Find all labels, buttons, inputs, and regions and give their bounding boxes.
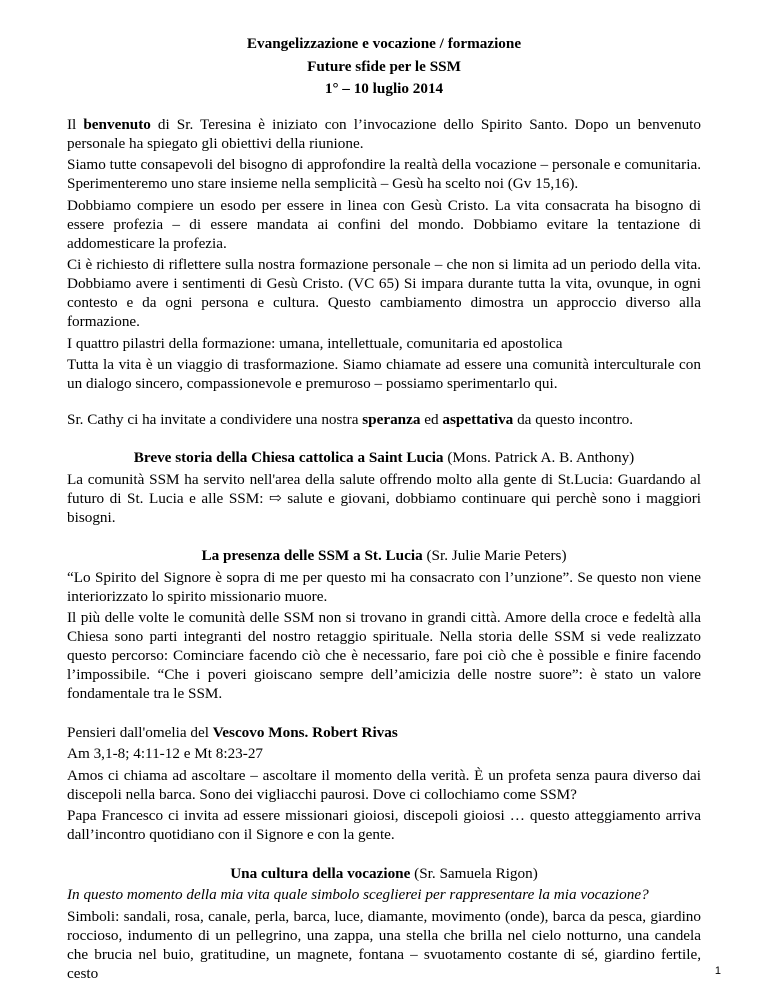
homily-readings: Am 3,1-8; 4:11-12 e Mt 8:23-27: [67, 745, 264, 762]
document-header: [67, 33, 701, 101]
section-heading-culture: [67, 864, 701, 883]
page-number: 1: [714, 965, 721, 977]
text-run: Il: [67, 115, 84, 133]
text-run: da questo incontro.: [513, 410, 634, 428]
spacer: [67, 706, 701, 723]
document-body: [67, 33, 701, 985]
text-run: Sr. Cathy ci ha invitate a condividere una nostra: [67, 410, 363, 428]
culture-question: [67, 885, 701, 904]
section-speaker: (Sr. Samuela Rigon): [410, 864, 538, 882]
intro-paragraph-pillars: I quattro pilastri della formazione: umana, intellettuale, comunitaria ed apostolica: [67, 334, 563, 352]
spacer: [67, 431, 701, 448]
bold-term-aspettativa: aspettativa: [442, 410, 514, 428]
spacer: [67, 396, 701, 410]
presence-paragraph-communities: Il più delle volte le comunità delle SSM non si trovano in grandi città. Amore della croce e fedeltà alla Chiesa sono parti integranti del nostro retaggio spirituale. Nella storia delle SSM si vede realizzato questo percorso: Cominciare facendo ciò che è necessario, fare poi ciò che è possible e finire facendo l’impossibile. “Che i poveri gioiscano sempre dell’amicizia delle nostre suore”: è stato un valore fondamentale tra le SSM.: [67, 609, 701, 702]
italic-question: In questo momento della mia vita quale simbolo sceglierei per rappresentare la mia vocazione?: [67, 886, 649, 903]
intro-paragraph-transformation: Tutta la vita è un viaggio di trasformazione. Siamo chiamate ad essere una comunità interculturale con un dialogo sincero, compassionevole e premuroso – possiamo sperimentarlo qui.: [67, 356, 701, 392]
cathy-paragraph: [67, 410, 701, 429]
intro-paragraph-formation: Ci è richiesto di riflettere sulla nostra formazione personale – che non si limita ad un periodo della vita. Dobbiamo avere i sentimenti di Gesù Cristo. (VC 65) Si impara durante tutta la vita, ovunque, in ogni contesto e da ogni persona e cultura. Questo cambiamento dimostra un approccio diverso alla formazione.: [67, 256, 701, 330]
intro-paragraph-exodus: Dobbiamo compiere un esodo per essere in linea con Gesù Cristo. La vita consacrata ha bisogno di essere profezia – di essere mandata ai confini del mondo. Dobbiamo evitare la tentazione di addomesticare la profezia.: [67, 196, 701, 252]
intro-paragraph-vocation: Siamo tutte consapevoli del bisogno di approfondire la realtà della vocazione – personale e comunitaria. Sperimenteremo uno stare insieme nella semplicità – Gesù ha scelto noi (Gv 15,16).: [67, 156, 701, 192]
section-heading-history: [67, 448, 701, 467]
spacer: [67, 847, 701, 864]
homily-paragraph-amos: Amos ci chiama ad ascoltare – ascoltare il momento della verità. È un profeta senza paura diverso dai discepoli nella barca. Sono dei vigliacchi paurosi. Dove ci collochiamo come SSM?: [67, 766, 701, 803]
text-run: di Sr. Teresina è iniziato con l’invocazione dello Spirito Santo. Dopo un benvenuto personale ha spiegato gli obiettivi della riunione.: [67, 115, 701, 152]
document-subtitle: Future sfide per le SSM: [307, 57, 461, 75]
section-title: La presenza delle SSM a St. Lucia: [201, 547, 423, 564]
spacer: [67, 101, 701, 115]
homily-intro: [67, 723, 701, 742]
section-speaker: (Mons. Patrick A. B. Anthony): [443, 449, 635, 466]
culture-symbols-paragraph: Simboli: sandali, rosa, canale, perla, barca, luce, diamante, movimento (onde), barca da pesca, giardino roccioso, indumento di un pellegrino, una zappa, una stella che brilla nel cielo notturno, una candela che brucia nel buio, gratitudine, un magnete, fontana – svuotamento costante di sé, giardino fertile, cesto: [67, 907, 701, 982]
document-title: Evangelizzazione e vocazione / formazione: [246, 35, 522, 52]
spacer: [67, 529, 701, 546]
section-speaker: (Sr. Julie Marie Peters): [422, 547, 567, 564]
section-title: Una cultura della vocazione: [230, 864, 411, 882]
bold-term-speranza: speranza: [362, 410, 421, 428]
document-date: 1° – 10 luglio 2014: [324, 80, 444, 97]
section-heading-presence: [67, 546, 701, 565]
intro-paragraph-welcome: [67, 115, 701, 153]
homily-paragraph-francesco: Papa Francesco ci invita ad essere missionari gioiosi, discepoli gioiosi … questo atteggiamento arriva dall’incontro quotidiano con il Signore e con la gente.: [67, 807, 701, 843]
history-paragraph: La comunità SSM ha servito nell'area della salute offrendo molto alla gente di St.Lucia: Guardando al futuro di St. Lucia e alle SSM: ⇨ salute e giovani, dobbiamo continuare qui perchè sono i maggiori bisogni.: [67, 470, 701, 526]
presence-paragraph-spirit: “Lo Spirito del Signore è sopra di me per questo mi ha consacrato con l’unzione”. Se questo non viene interiorizzato lo spirito missionario muore.: [67, 568, 701, 605]
bishop-name: Vescovo Mons. Robert Rivas: [212, 723, 398, 741]
text-run: ed: [420, 410, 443, 428]
bold-term-benvenuto: benvenuto: [83, 115, 151, 133]
text-run: Pensieri dall'omelia del: [67, 723, 213, 741]
section-title: Breve storia della Chiesa cattolica a Saint Lucia: [133, 449, 444, 466]
